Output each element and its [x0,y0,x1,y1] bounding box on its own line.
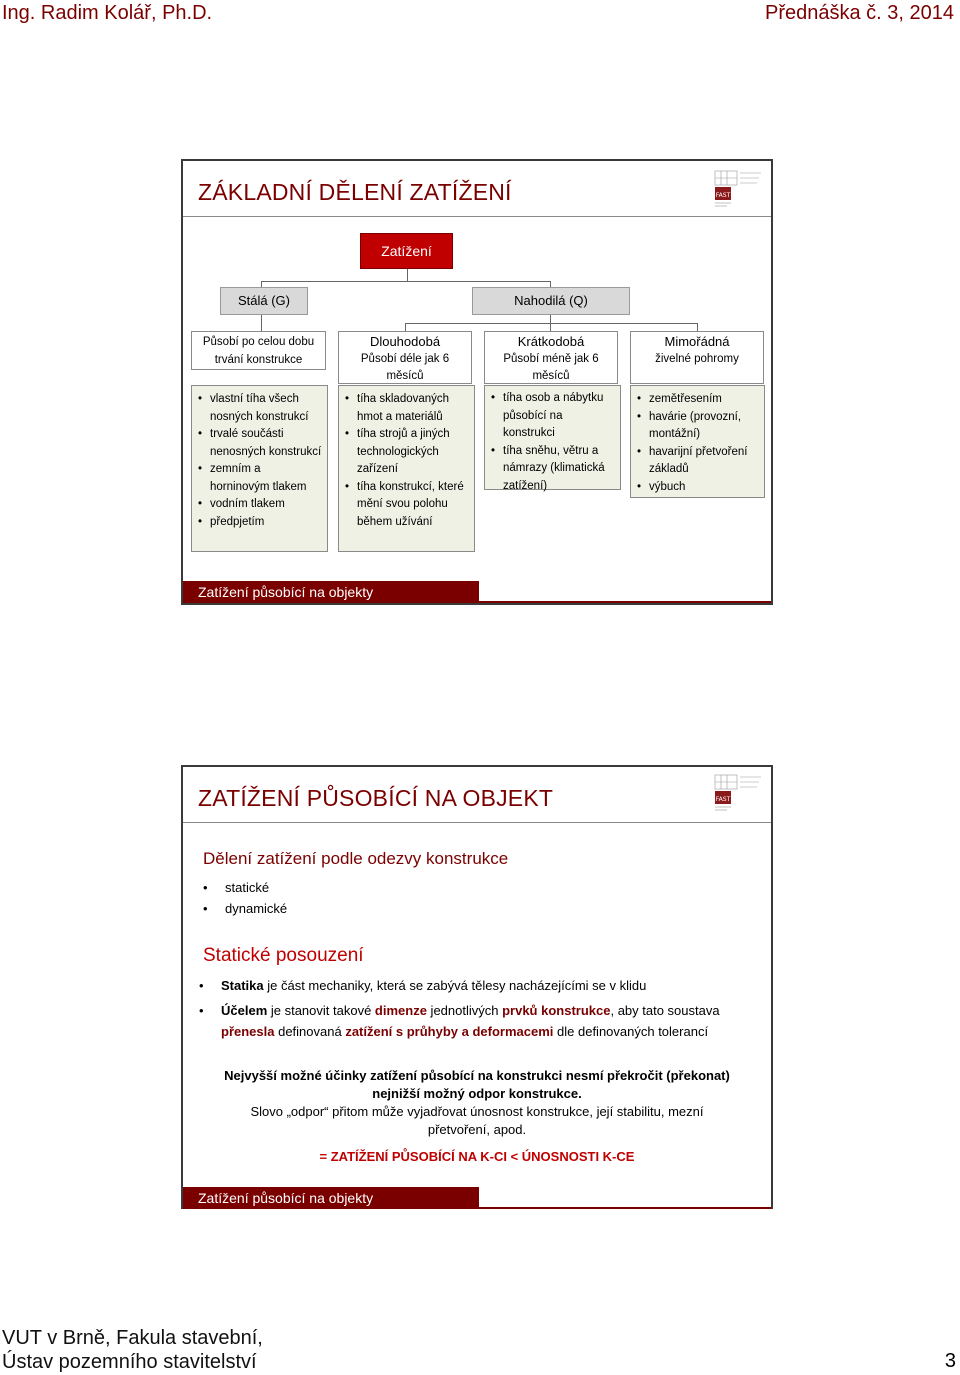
author-name: Ing. Radim Kolář, Ph.D. [2,2,213,24]
slide-footer-bar: Zatížení působící na objekty [183,1187,479,1209]
resistance-note: Slovo „odpor“ přitom může vyjadřovat únosnost konstrukce, její stabilitu, mezní přetvoření, apod. [250,1104,704,1137]
list-item: • předpjetím [210,514,323,532]
title-divider [183,822,771,823]
list-item: • dynamické [225,901,287,916]
slide-basic-division [181,159,773,605]
slide-footer-bar: Zatížení působící na objekty [183,581,479,603]
list-item: • zemním a horninovým tlakem [210,461,323,496]
section-subtitle: Dělení zatížení podle odezvy konstrukce [203,849,509,868]
long-term-title: Dlouhodobá [369,334,441,349]
lecture-label: Přednáška č. 3, 2014 [764,2,954,24]
list-item: • výbuch [649,479,760,497]
long-term-box: Dlouhodobá Působí déle jak 6 měsíců [338,331,472,384]
list-item: • tíha strojů a jiných technologických zařízení [357,426,470,479]
short-term-box: Krátkodobá Působí méně jak 6 měsíců [484,331,618,384]
slide-title: ZATÍŽENÍ PŮSOBÍCÍ NA OBJEKT [198,785,554,811]
list-item: • havárie (provozní, montážní) [649,409,760,444]
list-item: • vlastní tíha všech nosných konstrukcí [210,391,323,426]
load-equation: = ZATÍŽENÍ PŮSOBÍCÍ NA K-CI < ÚNOSNOSTI K-CE [319,1149,635,1164]
extraordinary-title: Mimořádná [664,334,730,349]
list-item: • statické [225,880,269,895]
title-divider [183,216,771,217]
extraordinary-items [630,385,765,498]
slide-title: ZÁKLADNÍ DĚLENÍ ZATÍŽENÍ [198,179,512,205]
list-item: • zemětřesením [649,391,760,409]
logo-mark: FAST [715,796,731,803]
section-heading: Statické posouzení [203,945,364,966]
list-item: • tíha sněhu, větru a námrazy (klimatická zatížení) [503,443,616,496]
logo-mark: FAST [715,192,731,199]
list-item: • vodním tlakem [210,496,323,514]
principle-statement: Nejvyšší možné účinky zatížení působící na konstrukci nesmí překročit (překonat) nejnižší možný odpor konstrukce. [224,1068,730,1101]
variable-load-box: Nahodilá (Q) [472,287,630,315]
faculty-logo [713,169,765,209]
footer-institution: VUT v Brně, Fakula stavební, Ústav pozemního stavitelství [2,1327,263,1373]
list-item: • trvalé součásti nenosných konstrukcí [210,426,323,461]
slide-load-on-object [181,765,773,1209]
list-item: • havarijní přetvoření základů [649,444,760,479]
permanent-load-box: Stálá (G) [220,287,308,315]
list-item: • tíha osob a nábytku působící na konstrukci [503,390,616,443]
list-item: • tíha konstrukcí, které mění svou polohu během užívání [357,479,470,532]
short-term-items [484,385,621,490]
faculty-logo [713,773,765,813]
long-term-items [338,385,475,552]
purpose-definition: • Účelem je stanovit takové dimenze jednotlivých prvků konstrukce, aby tato soustava přenesla definovaná zatížení s průhyby a deformacemi dle definovaných tolerancí [221,1000,751,1042]
page-number: 3 [944,1350,956,1372]
statics-definition: • Statika je část mechaniky, která se zabývá tělesy nacházejícími se v klidu [221,978,646,993]
root-load-box: Zatížení [360,233,453,269]
extraordinary-box: Mimořádná živelné pohromy [630,331,764,384]
permanent-description: Působí po celou dobu trvání konstrukce [191,331,326,370]
short-term-title: Krátkodobá [517,334,585,349]
list-item: • tíha skladovaných hmot a materiálů [357,391,470,426]
permanent-items [191,385,328,552]
